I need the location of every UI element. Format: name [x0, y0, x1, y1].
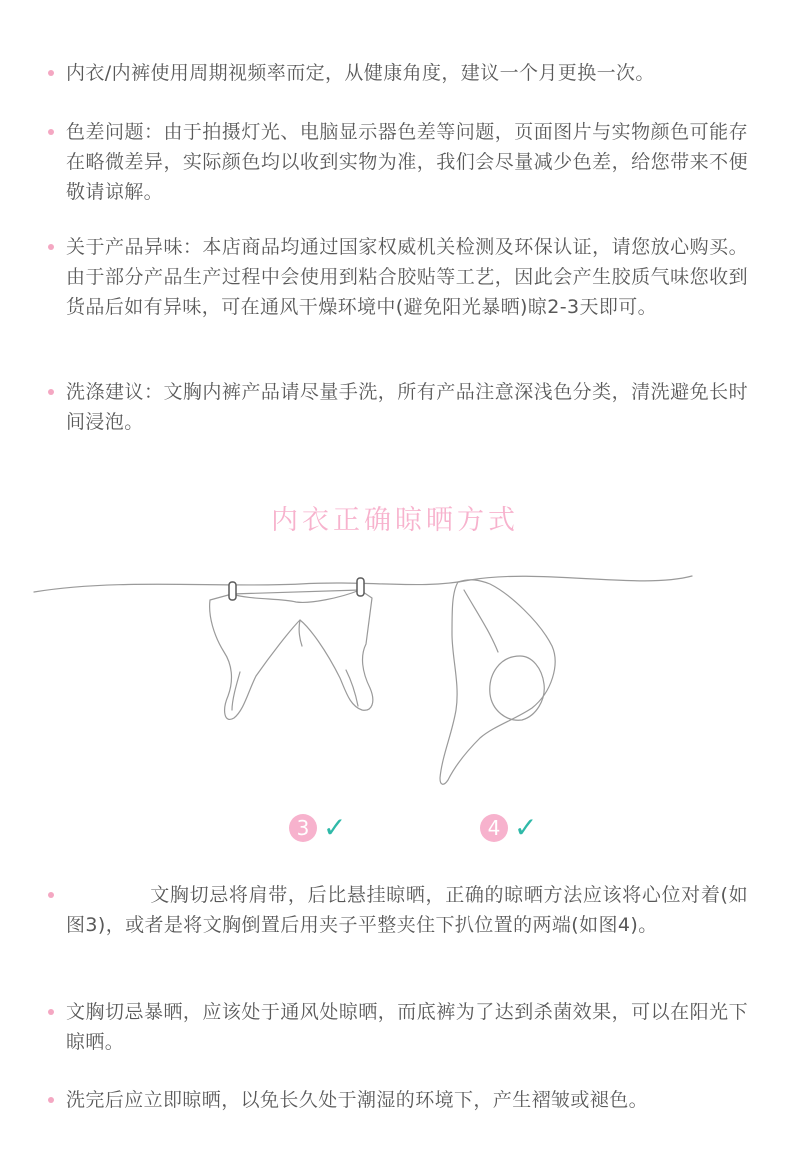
bra-drying-illustration: [0, 560, 790, 810]
bullet-dot-icon: [48, 129, 54, 135]
bullet-dot-icon: [48, 1097, 54, 1103]
clip-icon: [229, 578, 364, 600]
note-item: [48, 377, 748, 437]
check-icon: ✓: [514, 811, 538, 844]
bullet-dot-icon: [48, 1009, 54, 1015]
check-icon: ✓: [323, 811, 347, 844]
note-text: 色差问题：由于拍摄灯光、电脑显示器色差等问题，页面图片与实物颜色可能存在略微差异，实际颜色均以收到实物为准，我们会尽量减少色差，给您带来不便 敬请谅解。: [66, 121, 748, 203]
figure-number-badge: 3: [289, 814, 317, 842]
bra-figure-4: [440, 580, 555, 784]
bullet-dot-icon: [48, 389, 54, 395]
note-text: 关于产品异味：本店商品均通过国家权威机关检测及环保认证，请您放心购买。由于部分产品生产过程中会使用到粘合胶贴等工艺，因此会产生胶质气味您收到货品后如有异味，可在通风干燥环境中(避免阳光暴晒)晾2-3天即可。: [66, 236, 748, 318]
note-text: 洗完后应立即晾晒，以免长久处于潮湿的环境下，产生褶皱或褪色。: [66, 1089, 649, 1111]
note-text: 洗涤建议：文胸内裤产品请尽量手洗，所有产品注意深浅色分类，清洗避免长时间浸泡。: [66, 381, 748, 433]
bullet-dot-icon: [48, 892, 54, 898]
note-item: [48, 880, 748, 940]
bra-figure-3: [210, 590, 373, 719]
bullet-dot-icon: [48, 70, 54, 76]
note-item: [48, 232, 748, 322]
figure-label-3: [289, 812, 346, 844]
note-text: 文胸切忌暴晒，应该处于通风处晾晒，而底裤为了达到杀菌效果，可以在阳光下晾晒。: [66, 1001, 748, 1053]
note-item: [48, 1085, 748, 1115]
note-text: 内衣/内裤使用周期视频率而定，从健康角度，建议一个月更换一次。: [66, 62, 655, 84]
note-item: [48, 997, 748, 1057]
note-text: 文胸切忌将肩带，后比悬挂晾晒，正确的晾晒方法应该将心位对着(如图3)，或者是将文胸倒置后用夹子平整夹住下扒位置的两端(如图4)。: [66, 884, 748, 936]
section-title: 内衣正确晾晒方式: [271, 505, 519, 536]
figure-label-4: [480, 812, 537, 844]
note-item: [48, 58, 748, 88]
figure-number-badge: 4: [480, 814, 508, 842]
note-item: [48, 117, 748, 207]
bullet-dot-icon: [48, 244, 54, 250]
